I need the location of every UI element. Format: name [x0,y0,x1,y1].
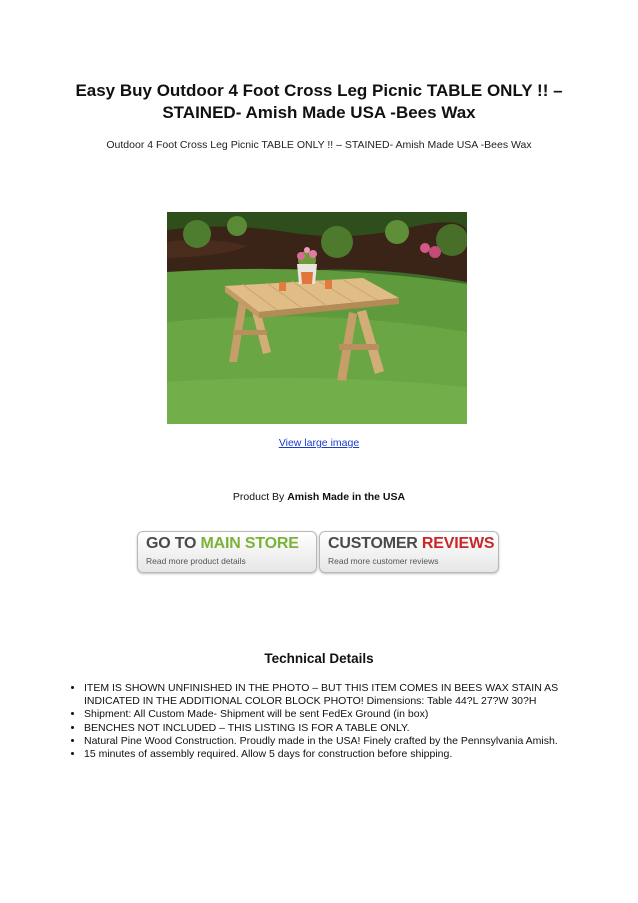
product-subtitle: Outdoor 4 Foot Cross Leg Picnic TABLE ONLY !! – STAINED- Amish Made USA -Bees Wax [106,139,532,151]
product-by-prefix: Product By [232,491,285,503]
list-item: • Natural Pine Wood Construction. Proudly made in the USA! Finely crafted by the Pennsylvania Amish. [84,735,604,748]
main-store-button-caption: Read more product details [146,556,246,566]
product-photo[interactable] [167,212,467,424]
reviews-button-title [328,535,494,553]
technical-details-heading: Technical Details [264,651,374,666]
list-item: • Shipment: All Custom Made- Shipment will be sent FedEx Ground (in box) [84,708,604,721]
product-title: Easy Buy Outdoor 4 Foot Cross Leg Picnic TABLE ONLY !! – STAINED- Amish Made USA -Bees Wax [75,81,563,122]
view-large-image-link[interactable]: View large image [278,437,360,449]
brand-name: Amish Made in the USA [287,491,406,503]
list-item: • ITEM IS SHOWN UNFINISHED IN THE PHOTO – BUT THIS ITEM COMES IN BEES WAX STAIN AS INDICATED IN THE ADDITIONAL COLOR BLOCK PHOTO! Dimensions: Table 44?L 27?W 30?H [84,682,604,708]
technical-details-list [70,682,604,761]
list-item: • 15 minutes of assembly required. Allow 5 days for construction before shipping. [84,748,604,761]
product-by-line [0,491,638,503]
go-to-main-store-button[interactable] [137,531,317,573]
main-store-button-title-part1: GO TO [146,535,201,552]
picnic-table-image [167,212,467,424]
view-large-image [0,437,638,449]
customer-reviews-button[interactable] [319,531,499,573]
list-item: • BENCHES NOT INCLUDED – THIS LISTING IS FOR A TABLE ONLY. [84,722,604,735]
reviews-button-caption: Read more customer reviews [328,556,439,566]
reviews-button-title-part2: REVIEWS [421,535,495,552]
reviews-button-title-part1: CUSTOMER [328,535,422,552]
main-store-button-title-part2: MAIN STORE [200,535,299,552]
main-store-button-title [146,535,299,553]
